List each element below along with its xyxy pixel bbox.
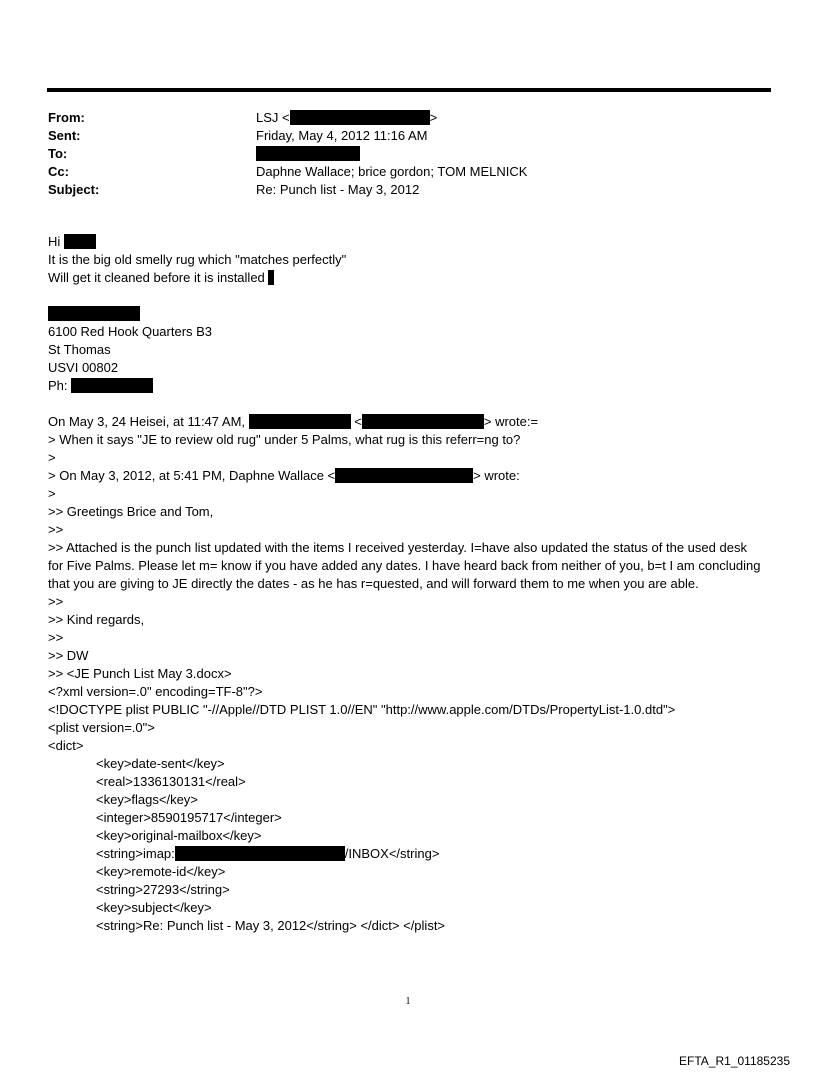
xml-line: <dict>	[48, 738, 84, 753]
quoted-line: >>	[48, 630, 64, 645]
sent-row	[48, 127, 768, 145]
xml-line: <string>27293</string>	[96, 882, 230, 897]
document-id: EFTA_R1_01185235	[679, 1054, 790, 1068]
xml-text: <string>imap:	[96, 846, 175, 861]
signature-address-3: USVI 00802	[48, 360, 119, 375]
cc-value: Daphne Wallace; brice gordon; TOM MELNICK	[256, 164, 528, 179]
xml-line: <key>subject</key>	[96, 900, 212, 915]
quoted-line: >> Kind regards,	[48, 612, 145, 627]
quoted-line: >	[48, 450, 56, 465]
signature-name	[48, 305, 764, 323]
xml-line: <integer>8590195717</integer>	[96, 810, 282, 825]
xml-line: <real>1336130131</real>	[96, 774, 246, 789]
cc-row	[48, 163, 768, 181]
quote-intro-text: On May 3, 24 Heisei, at 11:47 AM,	[48, 414, 246, 429]
cc-label: Cc:	[48, 164, 69, 179]
redaction-box	[175, 846, 345, 861]
xml-line	[48, 845, 764, 863]
sent-value: Friday, May 4, 2012 11:16 AM	[256, 128, 428, 143]
email-body	[48, 233, 764, 935]
quoted-line: >>	[48, 594, 64, 609]
subject-row	[48, 181, 768, 199]
signature-address-2: St Thomas	[48, 342, 111, 357]
quoted-line: >>	[48, 522, 64, 537]
redaction-box	[290, 110, 430, 125]
from-value	[256, 109, 437, 127]
body-text: Will get it cleaned before it is installed	[48, 270, 265, 285]
signature-phone	[48, 377, 764, 395]
quoted-text: > wrote:	[473, 468, 520, 483]
from-prefix: LSJ <	[256, 110, 290, 125]
quoted-line	[48, 467, 764, 485]
quoted-paragraph: >> Attached is the punch list updated with the items I received yesterday. I=have also updated the status of the used desk for Five Palms. Please let m= know if you have added any dates. I have heard back from neither of you, b=t I am concluding that you are giving to JE directly the dates - as he has r=quested, and will forward them to me when you are able.	[48, 540, 761, 591]
xml-line: <key>remote-id</key>	[96, 864, 226, 879]
xml-line: <key>flags</key>	[96, 792, 198, 807]
header-rule	[47, 88, 771, 92]
attachment-line: >> <JE Punch List May 3.docx>	[48, 666, 232, 681]
to-row	[48, 145, 768, 163]
greeting-line	[48, 233, 764, 251]
xml-line: <string>Re: Punch list - May 3, 2012</string> </dict> </plist>	[96, 918, 446, 933]
quoted-line: > When it says "JE to review old rug" under 5 Palms, what rug is this referr=ng to?	[48, 432, 521, 447]
from-suffix: >	[429, 110, 438, 125]
quote-intro-wrote: > wrote:=	[483, 414, 539, 429]
body-line: It is the big old smelly rug which "matches perfectly"	[48, 252, 347, 267]
page-number: 1	[405, 996, 411, 1007]
xml-line: <!DOCTYPE plist PUBLIC "-//Apple//DTD PLIST 1.0//EN" "http://www.apple.com/DTDs/PropertyList-1.0.dtd">	[48, 702, 676, 717]
redaction-box	[64, 234, 96, 249]
sent-label: Sent:	[48, 128, 81, 143]
xml-line: <?xml version=.0" encoding=TF-8"?>	[48, 684, 263, 699]
greeting-text: Hi	[48, 234, 61, 249]
xml-line: <plist version=.0">	[48, 720, 155, 735]
redaction-box	[362, 414, 484, 429]
quoted-text: > On May 3, 2012, at 5:41 PM, Daphne Wallace <	[48, 468, 336, 483]
body-line	[48, 269, 764, 287]
redaction-box	[268, 270, 274, 285]
subject-value: Re: Punch list - May 3, 2012	[256, 182, 420, 197]
quoted-line: >> Greetings Brice and Tom,	[48, 504, 214, 519]
redaction-box	[71, 378, 153, 393]
xml-line: <key>date-sent</key>	[96, 756, 225, 771]
quote-intro	[48, 413, 764, 431]
quote-intro-bracket: <	[354, 414, 362, 429]
to-label: To:	[48, 146, 68, 161]
from-label: From:	[48, 110, 85, 125]
quoted-line: >> DW	[48, 648, 89, 663]
redaction-box	[256, 146, 360, 161]
signature-address-1: 6100 Red Hook Quarters B3	[48, 324, 213, 339]
xml-line: <key>original-mailbox</key>	[96, 828, 262, 843]
redaction-box	[335, 468, 473, 483]
from-row	[48, 109, 768, 127]
to-value	[256, 145, 360, 163]
redaction-box	[48, 306, 140, 321]
xml-text: /INBOX</string>	[344, 846, 440, 861]
subject-label: Subject:	[48, 182, 100, 197]
quoted-line: >	[48, 486, 56, 501]
phone-label: Ph:	[48, 378, 68, 393]
redaction-box	[249, 414, 351, 429]
email-header	[48, 109, 768, 199]
